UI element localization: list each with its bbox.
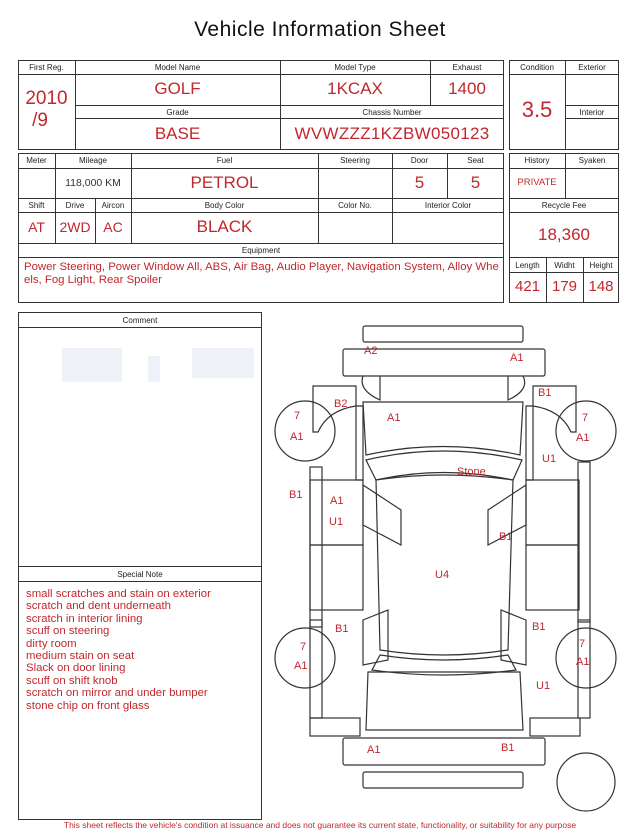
mark-left-front-door-u: U1 [329,516,344,528]
right-rear-side-part [578,620,590,718]
left-front-window-part [363,485,401,545]
front-right-light-part [508,376,525,400]
spare-wheel [557,753,615,811]
right-rear-window-part [501,610,526,665]
shift-value: AT [28,219,45,235]
model-type-label: Model Type [334,63,376,72]
mark-right-rear-u: U1 [536,680,551,692]
mark-wheel-rl-number: 7 [300,641,307,653]
mark-wheel-rl-code: A1 [294,660,308,672]
first-reg-label: First Reg. [29,63,64,72]
special-note-item: dirty room [26,637,77,650]
mark-rear-bumper-left: A1 [367,744,381,756]
special-note-item: scratch in interior lining [26,612,143,625]
history-value: PRIVATE [517,177,557,188]
mark-front-right-corner: A1 [510,352,524,364]
model-name-value: GOLF [154,79,201,98]
exhaust-value: 1400 [448,79,486,98]
width-label: Widht [554,261,575,270]
aircon-value: AC [103,219,123,235]
grade-label: Grade [166,108,189,117]
car-damage-diagram [268,320,623,815]
body-color-value: BLACK [196,217,253,236]
mileage-value: 118,000 KM [65,177,121,189]
front-left-light-part [362,376,380,400]
first-reg-month: /9 [32,110,48,131]
first-reg-year: 2010 [25,88,68,109]
front-right-wheel [556,401,616,461]
comment-label: Comment [122,316,158,325]
mileage-label: Mileage [78,156,107,165]
model-name-label: Model Name [154,63,201,72]
height-label: Height [589,261,613,270]
right-rear-door-part [526,545,579,610]
mark-rear-bumper-right: B1 [501,742,515,754]
seat-label: Seat [467,156,484,165]
length-label: Length [515,261,540,270]
left-rear-door-part [310,545,363,610]
mark-wheel-fl-number: 7 [294,410,301,422]
mark-right-fender: B1 [538,387,552,399]
page-title: Vehicle Information Sheet [194,18,446,41]
fuel-label: Fuel [216,156,233,165]
special-note-label: Special Note [117,570,163,579]
equipment-value: Power Steering, Power Window All, ABS, Air Bag, Audio Player, Navigation System, Alloy Wheels, Fog Light, Rear Spoiler [24,261,499,286]
special-note-item: scuff on shift knob [26,674,118,687]
roof-part [376,475,513,655]
chassis-value: WVWZZZ1KZBW050123 [294,124,490,143]
model-type-value: 1KCAX [327,79,383,98]
recycle-fee-label: Recycle Fee [541,201,587,210]
drive-label: Drive [65,201,85,210]
mark-windshield: Stone [457,466,486,478]
door-value: 5 [414,173,425,192]
door-label: Door [410,156,429,165]
mark-left-rear-door: B1 [335,623,349,635]
mark-front-bumper: A2 [364,345,378,357]
drive-value: 2WD [59,219,91,235]
left-front-door-part [310,480,363,545]
shift-label: Shift [28,201,45,210]
recycle-fee-value: 18,360 [538,225,590,244]
mark-left-front-door-a: A1 [330,495,344,507]
fuel-value: PETROL [190,173,259,192]
rear-bumper-bottom-part [363,772,523,788]
mark-hood-left: B2 [334,398,348,410]
special-note-item: stone chip on front glass [26,699,150,712]
special-note-item: scratch on mirror and under bumper [26,687,208,700]
meter-label: Meter [26,156,47,165]
front-left-wheel [275,401,335,461]
mark-hood: A1 [387,412,401,424]
special-notes-list [26,588,260,712]
left-rear-window-part [363,610,388,665]
mark-left-sill: B1 [289,489,303,501]
comment-blurred-text [62,348,122,382]
comment-blurred-text [192,348,254,378]
mark-right-front-u: U1 [542,453,557,465]
special-note-item: scuff on steering [26,625,110,638]
left-body-side-part [310,467,322,627]
special-note-item: medium stain on seat [26,650,135,663]
exhaust-label: Exhaust [452,63,482,72]
color-no-label: Color No. [338,201,372,210]
exterior-label: Exterior [578,63,606,72]
equipment-label: Equipment [241,246,281,255]
mark-right-door: B1 [499,531,513,543]
condition-value: 3.5 [521,97,553,122]
width-value: 179 [551,278,578,295]
interior-label: Interior [579,108,605,117]
chassis-label: Chassis Number [362,108,422,117]
right-rear-quarter-part [530,718,580,736]
hood-part [363,402,523,455]
windshield-part [366,451,522,480]
condition-label: Condition [520,63,554,72]
rear-left-wheel [275,628,335,688]
grade-value: BASE [154,124,201,143]
mark-wheel-fl-code: A1 [290,431,304,443]
length-value: 421 [514,278,541,295]
special-note-item: small scratches and stain on exterior [26,588,211,600]
special-note-item: scratch and dent underneath [26,600,172,613]
trunk-part [366,672,523,730]
mark-wheel-fr-number: 7 [582,412,589,424]
right-body-side-part [578,462,590,622]
aircon-label: Aircon [101,201,125,210]
front-bumper-top-part [363,326,523,342]
mark-wheel-rr-number: 7 [579,638,586,650]
mark-wheel-fr-code: A1 [576,432,590,444]
height-value: 148 [588,278,614,295]
seat-value: 5 [470,173,481,192]
left-rear-quarter-part [310,718,360,736]
interior-color-label: Interior Color [424,201,472,210]
mark-right-rear-door: B1 [532,621,546,633]
syaken-label: Syaken [578,156,606,165]
special-note-item: Slack on door lining [26,662,126,675]
right-fender-part [526,406,533,480]
mark-roof: U4 [435,569,450,581]
history-label: History [524,156,550,165]
left-rear-side-part [310,620,322,718]
comment-blurred-text [148,356,160,382]
steering-label: Steering [340,156,370,165]
left-fender-part [356,406,363,480]
mark-wheel-rr-code: A1 [576,656,590,668]
body-color-label: Body Color [204,201,245,210]
footer-disclaimer: This sheet reflects the vehicle's condition at issuance and does not guarantee its current state, functionality, or suitability for any purpose [63,820,577,830]
right-front-door-part [526,480,579,545]
